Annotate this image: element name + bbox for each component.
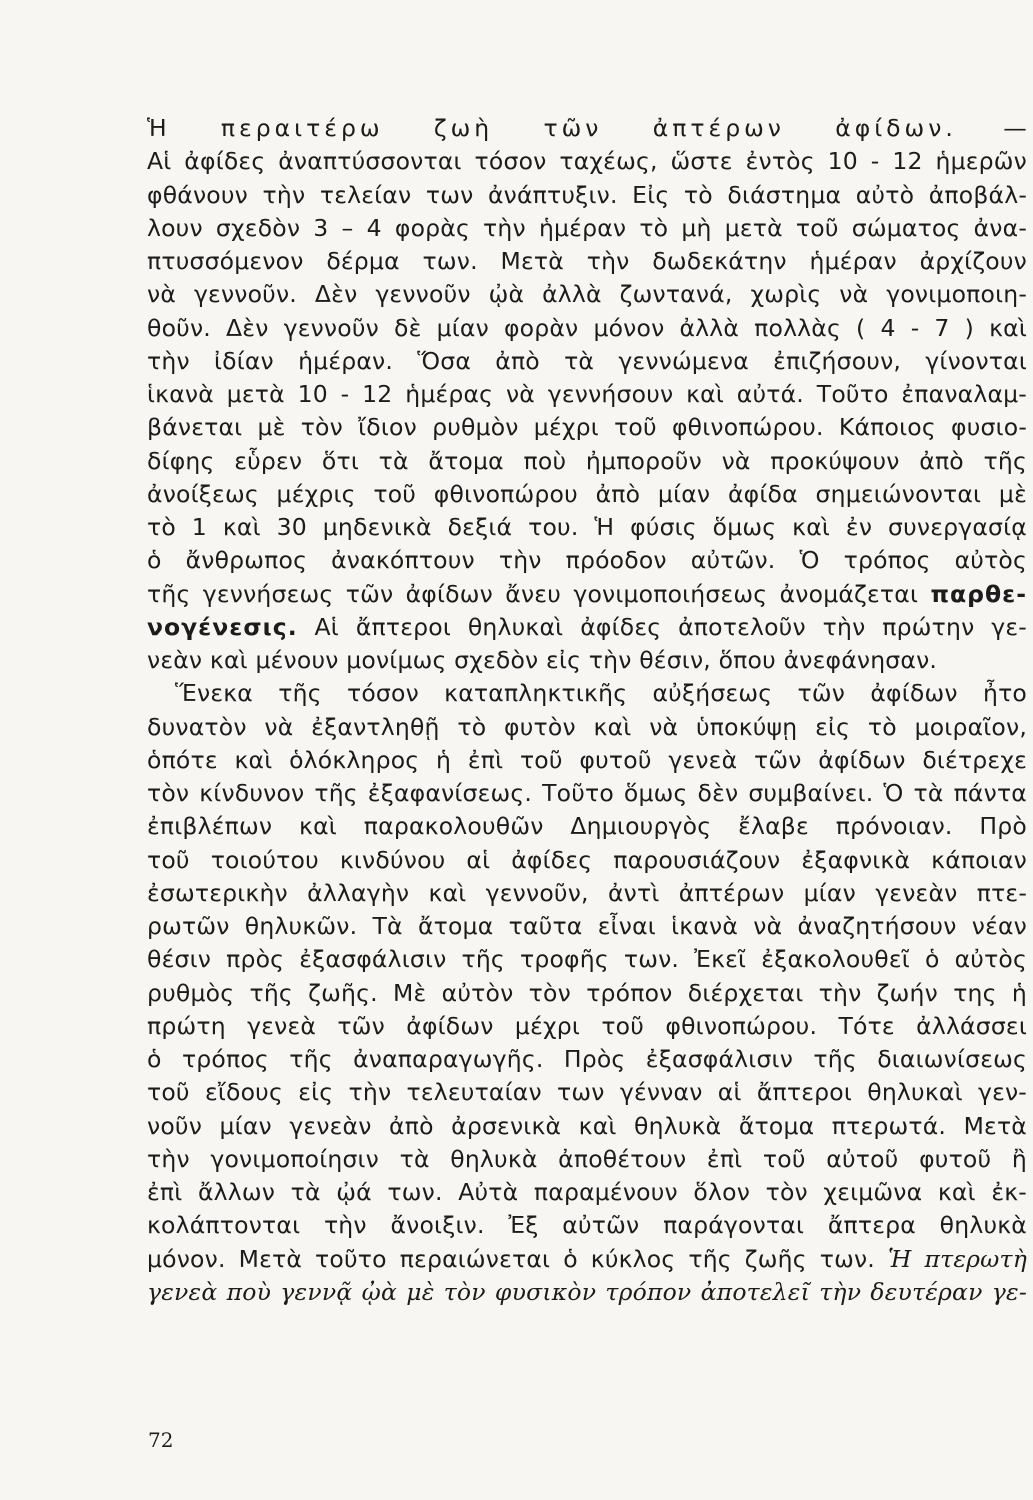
section-heading: Ἡ περαιτέρω ζωὴ τῶν ἀπτέρων ἀφίδων. — [147, 114, 957, 142]
text-line: ἐπὶ ἄλλων τὰ ᾠά των. Αὐτὰ παραμένουν ὅλον τὸν χειμῶνα καὶ ἐκ- — [147, 1178, 1027, 1206]
text-line: δυνατὸν νὰ ἐξαντληθῇ τὸ φυτὸν καὶ νὰ ὑποκύψῃ εἰς τὸ μοιραῖον, — [147, 712, 1027, 741]
text-line: δίφης εὗρεν ὅτι τὰ ἄτομα ποὺ ἠμποροῦν νὰ προκύψουν ἀπὸ τῆς — [147, 446, 1027, 475]
text-line: τὴν γονιμοποίησιν τὰ θηλυκὰ ἀποθέτουν ἐπὶ τοῦ αὐτοῦ φυτοῦ ἢ — [147, 1144, 1027, 1173]
italic-text: Ἡ πτερωτὴ — [887, 1244, 1027, 1273]
text-line: ὁπότε καὶ ὁλόκληρος ἡ ἐπὶ τοῦ φυτοῦ γενεὰ τῶν ἀφίδων διέτρεχε — [147, 745, 1027, 774]
text-line: ἱκανὰ μετὰ 10 - 12 ἡμέρας νὰ γεννήσουν καὶ αὐτά. Τοῦτο ἐπαναλαμ- — [147, 380, 1027, 408]
text-line: τοῦ εἴδους εἰς τὴν τελευταίαν των γένναν αἱ ἄπτεροι θηλυκαὶ γεν- — [147, 1078, 1027, 1107]
text-line — [147, 578, 1027, 611]
text-line: θέσιν πρὸς ἐξασφάλισιν τῆς τροφῆς των. Ἐκεῖ ἐξακολουθεῖ ὁ αὐτὸς — [147, 945, 1027, 974]
text-line: πρώτη γενεὰ τῶν ἀφίδων μέχρι τοῦ φθινοπώρου. Τότε ἀλλάσσει — [147, 1011, 1027, 1040]
text-line — [147, 112, 1027, 145]
term-parthenogenesis-end: νογένεσις. — [147, 612, 298, 641]
text-segment: τῆς γεννήσεως τῶν ἀφίδων ἄνευ γονιμοποιήσεως ἀνομάζεται — [147, 579, 931, 608]
heading-dash: — — [956, 114, 1027, 142]
text-line: ρωτῶν θηλυκῶν. Τὰ ἄτομα ταῦτα εἶναι ἱκανὰ νὰ ἀναζητήσουν νέαν — [147, 912, 1027, 940]
text-line: ἀνοίξεως μέχρις τοῦ φθινοπώρου ἀπὸ μίαν ἀφίδα σημειώνονται μὲ — [147, 479, 1027, 508]
text-line: ρυθμὸς τῆς ζωῆς. Μὲ αὐτὸν τὸν τρόπον διέρχεται τὴν ζωήν της ἡ — [147, 978, 1027, 1007]
text-line: ἐπιβλέπων καὶ παρακολουθῶν Δημιουργὸς ἔλαβε πρόνοιαν. Πρὸ — [147, 812, 1027, 841]
text-line: βάνεται μὲ τὸν ἴδιον ρυθμὸν μέχρι τοῦ φθινοπώρου. Κάποιος φυσιο- — [147, 413, 1027, 442]
text-line: νὰ γεννοῦν. Δὲν γεννοῦν ᾠὰ ἀλλὰ ζωντανά, χωρὶς νὰ γονιμοποιη- — [147, 280, 1027, 309]
text-line: τὸν κίνδυνον τῆς ἐξαφανίσεως. Τοῦτο ὅμως δὲν συμβαίνει. Ὁ τὰ πάντα — [147, 779, 1027, 807]
text-line: τὴν ἰδίαν ἡμέραν. Ὅσα ἀπὸ τὰ γεννώμενα ἐπιζήσουν, γίνονται — [147, 346, 1027, 375]
text-line: ἐσωτερικὴν ἀλλαγὴν καὶ γεννοῦν, ἀντὶ ἀπτέρων μίαν γενεὰν πτε- — [147, 878, 1027, 907]
text-line — [147, 611, 1027, 644]
text-line: φθάνουν τὴν τελείαν των ἀνάπτυξιν. Εἰς τὸ διάστημα αὐτὸ ἀποβάλ- — [147, 180, 1027, 209]
text-line: λουν σχεδὸν 3 – 4 φορὰς τὴν ἡμέραν τὸ μὴ μετὰ τοῦ σώματος ἀνα- — [147, 213, 1027, 242]
text-line: τὸ 1 καὶ 30 μηδενικὰ δεξιά του. Ἡ φύσις ὅμως καὶ ἐν συνεργασίᾳ — [147, 513, 1027, 541]
text-line: Αἱ ἀφίδες ἀναπτύσσονται τόσον ταχέως, ὥστε ἐντὸς 10 - 12 ἡμερῶν — [147, 147, 1027, 176]
text-line: νεὰν καὶ μένουν μονίμως σχεδὸν εἰς τὴν θέσιν, ὅπου ἀνεφάνησαν. — [147, 646, 938, 674]
text-line: ὁ ἄνθρωπος ἀνακόπτουν τὴν πρόοδον αὐτῶν. Ὁ τρόπος αὐτὸς — [147, 546, 1027, 575]
text-segment: Αἱ ἄπτεροι θηλυκαὶ ἀφίδες ἀποτελοῦν τὴν πρώτην γε- — [297, 612, 1027, 641]
term-parthenogenesis: παρθε- — [930, 579, 1027, 608]
paragraph-start: Ἕνεκα τῆς τόσον καταπληκτικῆς αὐξήσεως τῶν ἀφίδων ἦτο — [175, 679, 1027, 708]
text-line: πτυσσόμενον δέρμα των. Μετὰ τὴν δωδεκάτην ἡμέραν ἀρχίζουν — [147, 247, 1027, 275]
text-line: τοῦ τοιούτου κινδύνου αἱ ἀφίδες παρουσιάζουν ἐξαφνικὰ κάποιαν — [147, 845, 1027, 874]
text-line: θοῦν. Δὲν γεννοῦν δὲ μίαν φορὰν μόνον ἀλλὰ πολλὰς ( 4 - 7 ) καὶ — [147, 313, 1027, 342]
page-number: 72 — [148, 1428, 174, 1452]
italic-line: γενεὰ ποὺ γεννᾷ ᾠὰ μὲ τὸν φυσικὸν τρόπον ἀποτελεῖ τὴν δευτέραν γε- — [147, 1277, 1027, 1306]
text-segment: μόνον. Μετὰ τοῦτο περαιώνεται ὁ κύκλος τῆς ζωῆς των. — [147, 1244, 888, 1273]
text-line — [147, 1243, 1027, 1276]
text-line: ὁ τρόπος τῆς ἀναπαραγωγῆς. Πρὸς ἐξασφάλισιν τῆς διαιωνίσεως — [147, 1045, 1027, 1073]
text-line: κολάπτονται τὴν ἄνοιξιν. Ἐξ αὐτῶν παράγονται ἄπτερα θηλυκὰ — [147, 1211, 1027, 1240]
text-line: νοῦν μίαν γενεὰν ἀπὸ ἀρσενικὰ καὶ θηλυκὰ ἄτομα πτερωτά. Μετὰ — [147, 1111, 1027, 1140]
body-text — [147, 112, 1027, 1309]
